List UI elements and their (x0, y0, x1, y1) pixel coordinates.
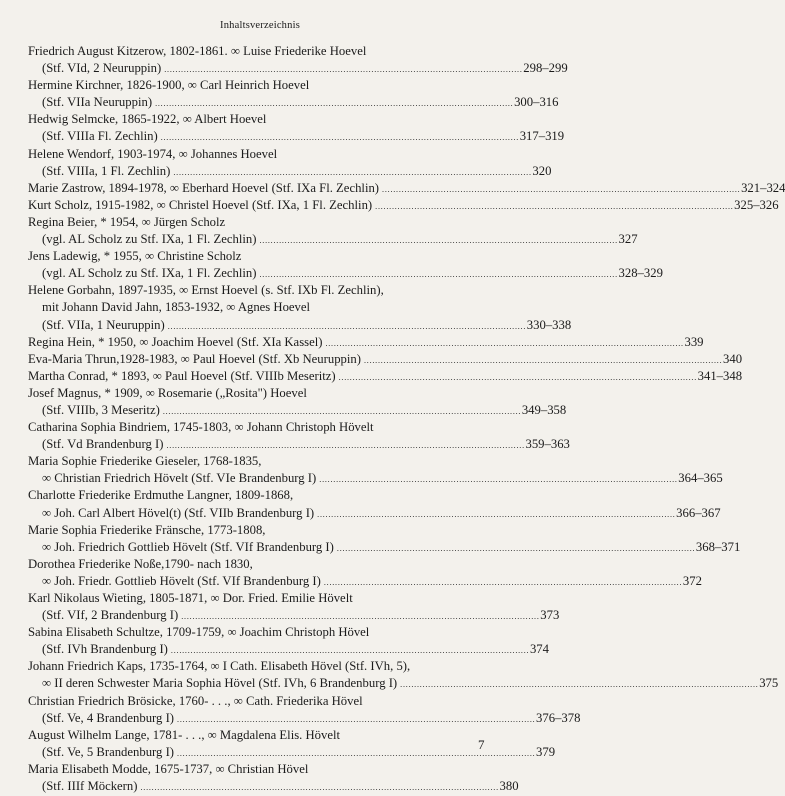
toc-entry-text: ∞ Christian Friedrich Hövelt (Stf. VIe Brandenburg I) (42, 471, 317, 486)
page-number: 7 (478, 737, 485, 752)
toc-line (28, 573, 702, 590)
toc-line (28, 607, 560, 624)
toc-entry-text: Regina Beier, * 1954, ∞ Jürgen Scholz (28, 214, 226, 229)
toc-entry-text: Josef Magnus, * 1909, ∞ Rosemarie („Rosita") Hoevel (28, 385, 307, 400)
toc-line (28, 317, 572, 334)
toc-entry-text: (Stf. IIIf Möckern) (42, 779, 138, 794)
toc-line (28, 710, 581, 727)
toc-entry-text: ∞ II deren Schwester Maria Sophia Hövel (Stf. IVh, 6 Brandenburg I) (42, 676, 398, 691)
toc-entry-text: (Stf. IVh Brandenburg I) (42, 642, 168, 657)
toc-entry-text: Hermine Kirchner, 1826-1900, ∞ Carl Heinrich Hoevel (28, 78, 310, 93)
toc-line (28, 180, 785, 197)
toc-entry-text: Maria Elisabeth Modde, 1675-1737, ∞ Christian Hövel (28, 761, 309, 776)
toc-page-ref: 372 (682, 573, 702, 588)
toc-page-ref: 374 (529, 642, 549, 657)
toc-entry-text: (Stf. Vd Brandenburg I) (42, 437, 164, 452)
toc-entry-text: (Stf. VId, 2 Neuruppin) (42, 61, 162, 76)
toc-page-ref: 375 (759, 676, 779, 691)
toc-entry-text: Johann Friedrich Kaps, 1735-1764, ∞ I Cath. Elisabeth Hövel (Stf. IVh, 5), (28, 659, 411, 674)
toc-entry-text: Jens Ladewig, * 1955, ∞ Christine Scholz (28, 249, 242, 264)
toc-line (28, 334, 704, 351)
toc-entry-text: (Stf. VIIa Neuruppin) (42, 95, 153, 110)
dot-leader (164, 60, 521, 77)
toc-page-ref: 380 (499, 779, 519, 794)
dot-leader (173, 163, 530, 180)
toc-line (28, 77, 488, 94)
toc-line (28, 94, 559, 111)
dot-leader (364, 351, 721, 368)
toc-entry-text: Helene Gorbahn, 1897-1935, ∞ Ernst Hoevel (s. Stf. IXb Fl. Zechlin), (28, 283, 384, 298)
toc-line (28, 402, 567, 419)
dot-leader (259, 265, 616, 282)
dot-leader (181, 607, 538, 624)
toc-entry-text: Christian Friedrich Brösicke, 1760- . . ., ∞ Cath. Friederika Hövel (28, 693, 363, 708)
toc-entry-text: (Stf. VIIIa, 1 Fl. Zechlin) (42, 163, 171, 178)
dot-leader (337, 539, 694, 556)
toc-entry-text: ∞ Joh. Friedrich Gottlieb Hövelt (Stf. VIf Brandenburg I) (42, 539, 334, 554)
toc-line (28, 368, 743, 385)
toc-entry-text: Catharina Sophia Bindriem, 1745-1803, ∞ Johann Christoph Hövelt (28, 420, 374, 435)
toc-page-ref: 366–367 (676, 505, 721, 520)
toc-line (28, 658, 488, 675)
dot-leader (177, 710, 534, 727)
toc-page-ref: 330–338 (526, 317, 572, 332)
toc-entry-text: Friedrich August Kitzerow, 1802-1861. ∞ Luise Friederike Hoevel (28, 44, 367, 58)
toc-entry-text: Karl Nikolaus Wieting, 1805-1871, ∞ Dor. Fried. Emilie Hövelt (28, 591, 353, 605)
toc-line (28, 436, 570, 453)
dot-leader (166, 436, 523, 453)
toc-line (28, 128, 565, 145)
toc-line (28, 778, 519, 795)
dot-leader (155, 94, 512, 111)
toc-page-ref: 320 (532, 163, 552, 178)
toc-entry-text: Marie Sophia Friederike Fränsche, 1773-1808, (28, 522, 266, 537)
toc-entry-text: Helene Wendorf, 1903-1974, ∞ Johannes Hoevel (28, 146, 278, 161)
toc-entry-text: (vgl. AL Scholz zu Stf. IXa, 1 Fl. Zechlin) (42, 266, 257, 281)
toc-line (28, 419, 488, 436)
toc-line (28, 197, 779, 214)
toc-page-ref: 379 (536, 744, 556, 759)
dot-leader (339, 368, 696, 385)
toc-entry-text: (Stf. Ve, 4 Brandenburg I) (42, 710, 175, 725)
table-of-contents (28, 43, 785, 795)
toc-page-ref: 364–365 (678, 471, 723, 486)
toc-line (28, 351, 743, 368)
toc-entry-text: Charlotte Friederike Erdmuthe Langner, 1809-1868, (28, 488, 294, 503)
toc-line (28, 539, 741, 556)
toc-line (28, 111, 488, 128)
toc-line (28, 231, 638, 248)
toc-page-ref: 298–299 (523, 61, 568, 76)
toc-line (28, 214, 488, 231)
dot-leader (375, 197, 732, 214)
toc-line (28, 470, 723, 487)
toc-page-ref: 300–316 (514, 95, 559, 110)
toc-page-ref: 325–326 (734, 197, 779, 212)
toc-page-ref: 339 (684, 334, 704, 349)
toc-line (28, 60, 568, 77)
toc-line (28, 727, 488, 744)
dot-leader (163, 402, 520, 419)
toc-entry-text: Marie Zastrow, 1894-1978, ∞ Eberhard Hoevel (Stf. IXa Fl. Zechlin) (28, 180, 380, 195)
toc-entry-text: ∞ Joh. Friedr. Gottlieb Hövelt (Stf. VIf Brandenburg I) (42, 573, 321, 588)
toc-page-ref: 328–329 (618, 266, 663, 281)
toc-entry-text: Sabina Elisabeth Schultze, 1709-1759, ∞ Joachim Christoph Hövel (28, 625, 370, 640)
toc-line (28, 522, 488, 539)
toc-line (28, 590, 488, 607)
toc-page-ref: 317–319 (519, 129, 565, 144)
toc-line (28, 624, 488, 641)
toc-line (28, 693, 488, 710)
toc-line (28, 282, 488, 299)
toc-entry-text: (Stf. VIf, 2 Brandenburg I) (42, 608, 179, 623)
dot-leader (382, 180, 739, 197)
toc-entry-text: August Wilhelm Lange, 1781- . . ., ∞ Magdalena Elis. Hövelt (28, 727, 341, 742)
toc-page-ref: 340 (723, 351, 743, 366)
toc-entry-text: Regina Hein, * 1950, ∞ Joachim Hoevel (Stf. XIa Kassel) (28, 334, 323, 349)
toc-entry-text: Maria Sophie Friederike Gieseler, 1768-1835, (28, 454, 262, 469)
toc-entry-text: (Stf. VIIa, 1 Neuruppin) (42, 317, 165, 332)
dot-leader (168, 317, 525, 334)
toc-line (28, 453, 488, 470)
toc-entry-text: mit Johann David Jahn, 1853-1932, ∞ Agnes Hoevel (42, 300, 311, 315)
toc-line (28, 487, 488, 504)
toc-line (28, 761, 488, 778)
toc-entry-text: Hedwig Selmcke, 1865-1922, ∞ Albert Hoevel (28, 112, 267, 127)
dot-leader (171, 641, 528, 658)
dot-leader (161, 128, 518, 145)
dot-leader (325, 334, 682, 351)
toc-line (28, 299, 488, 316)
toc-line (28, 248, 488, 265)
toc-entry-text: Dorothea Friederike Noße,1790- nach 1830, (28, 556, 253, 571)
dot-leader (319, 470, 676, 487)
toc-line (28, 385, 488, 402)
toc-entry-text: Kurt Scholz, 1915-1982, ∞ Christel Hoevel (Stf. IXa, 1 Fl. Zechlin) (28, 197, 373, 212)
toc-line (28, 641, 549, 658)
toc-entry-text: ∞ Joh. Carl Albert Hövel(t) (Stf. VIIb Brandenburg I) (42, 505, 315, 520)
toc-page-ref: 376–378 (536, 710, 581, 725)
toc-entry-text: (Stf. Ve, 5 Brandenburg I) (42, 744, 175, 759)
dot-leader (140, 778, 497, 795)
toc-page-ref: 327 (618, 232, 638, 247)
dot-leader (400, 675, 757, 692)
toc-line (28, 675, 779, 692)
toc-page-ref: 321–324 (741, 180, 785, 195)
toc-page-ref: 349–358 (521, 402, 567, 417)
toc-line (28, 744, 556, 761)
toc-page-ref: 368–371 (695, 539, 741, 554)
dot-leader (324, 573, 681, 590)
toc-line (28, 265, 663, 282)
toc-entry-text: (Stf. VIIIa Fl. Zechlin) (42, 129, 158, 144)
toc-line (28, 146, 488, 163)
toc-line (28, 43, 488, 60)
toc-page-ref: 373 (540, 608, 560, 623)
toc-page-ref: 341–348 (697, 368, 743, 383)
toc-entry-text: (Stf. VIIIb, 3 Meseritz) (42, 402, 160, 417)
page-header: Inhaltsverzeichnis (220, 20, 300, 31)
toc-entry-text: (vgl. AL Scholz zu Stf. IXa, 1 Fl. Zechlin) (42, 232, 257, 247)
toc-line (28, 163, 552, 180)
toc-line (28, 505, 721, 522)
dot-leader (317, 505, 674, 522)
toc-entry-text: Martha Conrad, * 1893, ∞ Paul Hoevel (Stf. VIIIb Meseritz) (28, 368, 336, 383)
toc-page-ref: 359–363 (525, 437, 570, 452)
dot-leader (259, 231, 616, 248)
toc-entry-text: Eva-Maria Thrun,1928-1983, ∞ Paul Hoevel (Stf. Xb Neuruppin) (28, 351, 361, 366)
toc-line (28, 556, 488, 573)
